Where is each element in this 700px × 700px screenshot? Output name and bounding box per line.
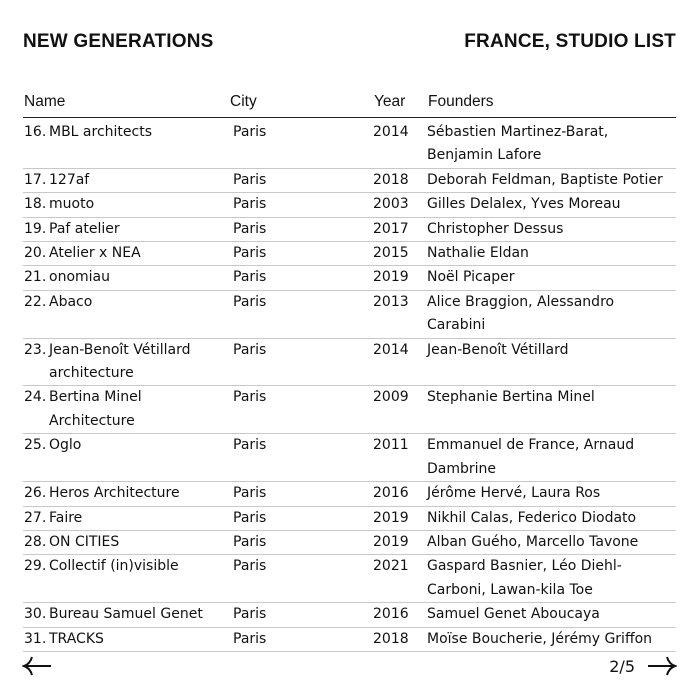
row-number: 26. (24, 485, 47, 502)
founders-cell: Gaspard Basnier, Léo Diehl-Carboni, Lawan-kila Toe (427, 558, 622, 598)
year-cell: 2019 (373, 533, 409, 550)
table-row (23, 386, 676, 434)
founders-cell: Samuel Genet Aboucaya (427, 606, 600, 623)
studio-name: Bertina Minel Architecture (49, 389, 142, 429)
city-cell: Paris (233, 124, 267, 140)
row-number: 19. (24, 220, 47, 237)
year-cell: 2018 (373, 171, 409, 188)
row-number: 20. (24, 245, 47, 262)
studio-name-cell (23, 218, 232, 241)
year-cell: 2016 (373, 606, 409, 623)
year-cell: 2016 (373, 485, 409, 502)
studio-name-cell (23, 169, 232, 192)
founders-cell: Gilles Delalex, Yves Moreau (427, 196, 621, 213)
studio-name: muoto (49, 196, 95, 213)
studio-name: ON CITIES (49, 533, 120, 550)
city-cell: Paris (233, 558, 267, 575)
table-row (23, 242, 676, 266)
studio-name: Paf atelier (49, 220, 120, 237)
studio-name-cell (23, 193, 232, 216)
row-number: 28. (24, 533, 47, 550)
year-cell: 2009 (373, 389, 409, 406)
city-cell: Paris (233, 533, 267, 550)
studio-name: Heros Architecture (49, 485, 180, 502)
studio-name: onomiau (49, 269, 110, 286)
founders-cell: Deborah Feldman, Baptiste Potier (427, 171, 663, 188)
year-cell: 2015 (373, 245, 409, 262)
row-number: 18. (24, 196, 47, 213)
table-body (23, 121, 676, 652)
row-number: 17. (24, 171, 47, 188)
city-cell: Paris (233, 196, 267, 213)
year-cell: 2019 (373, 269, 409, 286)
studio-name-cell (23, 628, 232, 651)
city-cell: Paris (233, 630, 267, 647)
year-cell: 2017 (373, 220, 409, 237)
year-cell: 2011 (373, 437, 409, 454)
founders-cell: Stephanie Bertina Minel (427, 389, 595, 406)
row-number: 29. (24, 558, 47, 575)
year-cell: 2013 (373, 293, 409, 310)
document-subtitle: FRANCE, STUDIO LIST (464, 31, 676, 52)
city-cell: Paris (233, 171, 267, 188)
studio-name: MBL architects (49, 124, 153, 140)
studio-name-cell (23, 121, 232, 168)
column-header-founders: Founders (428, 93, 494, 110)
studio-name: Abaco (49, 293, 93, 310)
row-number: 30. (24, 606, 47, 623)
city-cell: Paris (233, 606, 267, 623)
table-row (23, 555, 676, 603)
studio-name: Oglo (49, 437, 82, 454)
studio-name: Jean-Benoît Vétillard architecture (49, 341, 191, 382)
founders-cell: Emmanuel de France, Arnaud Dambrine (427, 437, 635, 477)
city-cell: Paris (233, 269, 267, 286)
founders-cell: Nathalie Eldan (427, 245, 529, 262)
table-row (23, 291, 676, 339)
page-indicator: 2/5 (609, 656, 635, 676)
city-cell: Paris (233, 341, 267, 358)
studio-name: Faire (49, 509, 83, 526)
studio-name: Atelier x NEA (49, 245, 141, 262)
founders-cell: Alice Braggion, Alessandro Carabini (427, 293, 615, 334)
founders-cell: Noël Picaper (427, 269, 515, 286)
table-row (23, 218, 676, 242)
city-cell: Paris (233, 389, 267, 406)
next-page-button[interactable] (647, 655, 677, 677)
studio-name-cell (23, 339, 232, 386)
city-cell: Paris (233, 220, 267, 237)
studio-table (23, 92, 676, 652)
studio-name-cell (23, 242, 232, 265)
studio-name-cell (23, 434, 232, 481)
table-row (23, 339, 676, 387)
studio-name-cell (23, 291, 232, 338)
row-number: 22. (24, 293, 47, 310)
studio-name-cell (23, 482, 232, 505)
founders-cell: Moïse Boucherie, Jérémy Griffon (427, 630, 653, 647)
row-number: 16. (24, 124, 47, 140)
founders-cell: Christopher Dessus (427, 220, 564, 237)
column-header-city: City (230, 93, 257, 110)
studio-name-cell (23, 531, 232, 554)
table-row (23, 266, 676, 290)
table-header (23, 92, 676, 118)
table-row (23, 507, 676, 531)
row-number: 23. (24, 341, 47, 358)
year-cell: 2003 (373, 196, 409, 213)
year-cell: 2018 (373, 630, 409, 647)
studio-name-cell (23, 507, 232, 530)
studio-name-cell (23, 386, 232, 433)
table-row (23, 434, 676, 482)
table-row (23, 121, 676, 169)
row-number: 25. (24, 437, 47, 454)
city-cell: Paris (233, 485, 267, 502)
city-cell: Paris (233, 245, 267, 262)
city-cell: Paris (233, 437, 267, 454)
studio-name-cell (23, 603, 232, 626)
studio-name: Collectif (in)visible (49, 558, 179, 575)
table-row (23, 193, 676, 217)
row-number: 24. (24, 389, 47, 406)
table-row (23, 482, 676, 506)
column-header-name: Name (24, 93, 66, 110)
founders-cell: Jean-Benoît Vétillard (427, 341, 569, 358)
studio-name-cell (23, 555, 232, 602)
column-header-year: Year (374, 93, 406, 110)
year-cell: 2021 (373, 558, 409, 575)
table-row (23, 603, 676, 627)
row-number: 27. (24, 509, 47, 526)
studio-name: TRACKS (49, 630, 104, 647)
founders-cell: Sébastien Martinez-Barat, Benjamin Lafore (427, 124, 609, 164)
studio-name: Bureau Samuel Genet (49, 606, 203, 623)
table-row (23, 169, 676, 193)
year-cell: 2014 (373, 124, 409, 140)
city-cell: Paris (233, 509, 267, 526)
row-number: 31. (24, 630, 47, 647)
founders-cell: Nikhil Calas, Federico Diodato (427, 509, 637, 526)
row-number: 21. (24, 269, 47, 286)
arrow-right-icon (647, 655, 677, 677)
studio-name-cell (23, 266, 232, 289)
arrow-left-icon (22, 655, 52, 677)
pagination (609, 655, 677, 677)
city-cell: Paris (233, 293, 267, 310)
founders-cell: Alban Guého, Marcello Tavone (427, 533, 639, 550)
previous-page-button[interactable] (22, 655, 52, 677)
founders-cell: Jérôme Hervé, Laura Ros (427, 485, 601, 502)
table-row (23, 531, 676, 555)
year-cell: 2014 (373, 341, 409, 358)
document-title: NEW GENERATIONS (23, 31, 214, 52)
year-cell: 2019 (373, 509, 409, 526)
studio-name: 127af (49, 171, 90, 188)
table-row (23, 628, 676, 652)
